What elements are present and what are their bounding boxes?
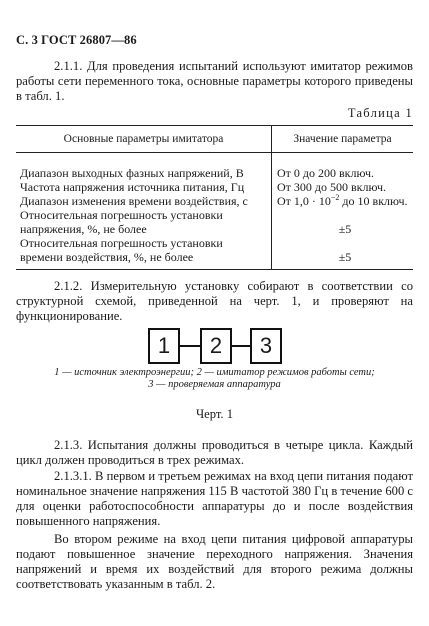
value-cell: От 300 до 500 включ. [277, 180, 387, 194]
page-header: С. 3 ГОСТ 26807—86 [16, 33, 137, 47]
connector-line [180, 345, 200, 347]
table-row [16, 208, 413, 236]
value-cell: ±5 [338, 222, 352, 236]
value-cell [272, 194, 414, 208]
parameter-cell: Диапазон выходных фазных напряжений, В [16, 166, 272, 180]
table-row [16, 236, 413, 270]
diagram-legend-line-1: 1 — источник электроэнергии; 2 — имитатор режимов работы сети; [54, 367, 375, 378]
parameter-cell: Частота напряжения источника питания, Гц [16, 180, 272, 194]
connector-line [232, 345, 250, 347]
diagram-block-2: 2 [200, 328, 232, 364]
block-diagram [148, 328, 282, 370]
paragraph-2-1-1: 2.1.1. Для проведения испытаний используют имитатор режимов работы сети переменного тока, основные параметры которого приведены в табл. 1. [16, 59, 413, 103]
diagram-legend-line-2: 3 — проверяемая аппаратура [148, 379, 281, 390]
parameter-cell: Относительная погрешность установки напряжения, %, не более [16, 208, 272, 236]
paragraph-2-1-2: 2.1.2. Измерительную установку собирают в соответствии со структурной схемой, приведенной на черт. 1, и проверяют на функционирование. [16, 279, 413, 323]
table-row [16, 166, 413, 180]
paragraph-2-1-3-1: 2.1.3.1. В первом и третьем режимах на вход цепи питания подают номинальное значение напряжения 115 В частотой 380 Гц в течение 600 с для оценки работоспособности аппаратуры до и после воздействия повышенного напряжения. [16, 469, 413, 528]
table-header-row [16, 126, 413, 153]
parameter-cell: Диапазон изменения времени воздействия, с [16, 194, 272, 208]
parameters-table [16, 125, 413, 270]
value-range-end: до 10 включ. [339, 194, 408, 208]
column-header-parameters: Основные параметры имитатора [16, 126, 272, 153]
figure-title: Черт. 1 [195, 407, 234, 421]
value-mantissa: От 1,0 · 10 [277, 194, 331, 208]
column-header-values: Значение параметра [272, 126, 414, 153]
value-cell: От 0 до 200 включ. [277, 166, 375, 180]
diagram-block-3: 3 [250, 328, 282, 364]
table-row [16, 194, 413, 208]
table-caption: Таблица 1 [347, 106, 413, 120]
value-cell: ±5 [272, 236, 414, 270]
table-row [16, 180, 413, 194]
paragraph-2-1-3: 2.1.3. Испытания должны проводиться в четыре цикла. Каждый цикл должен проводиться в трех режимах. [16, 438, 413, 467]
value-exponent: −2 [330, 193, 340, 202]
paragraph-second-mode: Во втором режиме на вход цепи питания цифровой аппаратуры подают повышенное значение переходного напряжения. Значения напряжений и время их воздействий для второго режима должны соответствовать указанным в табл. 2. [16, 532, 413, 591]
parameter-cell: Относительная погрешность установки времени воздействия, %, не более [16, 236, 272, 270]
diagram-block-1: 1 [148, 328, 180, 364]
